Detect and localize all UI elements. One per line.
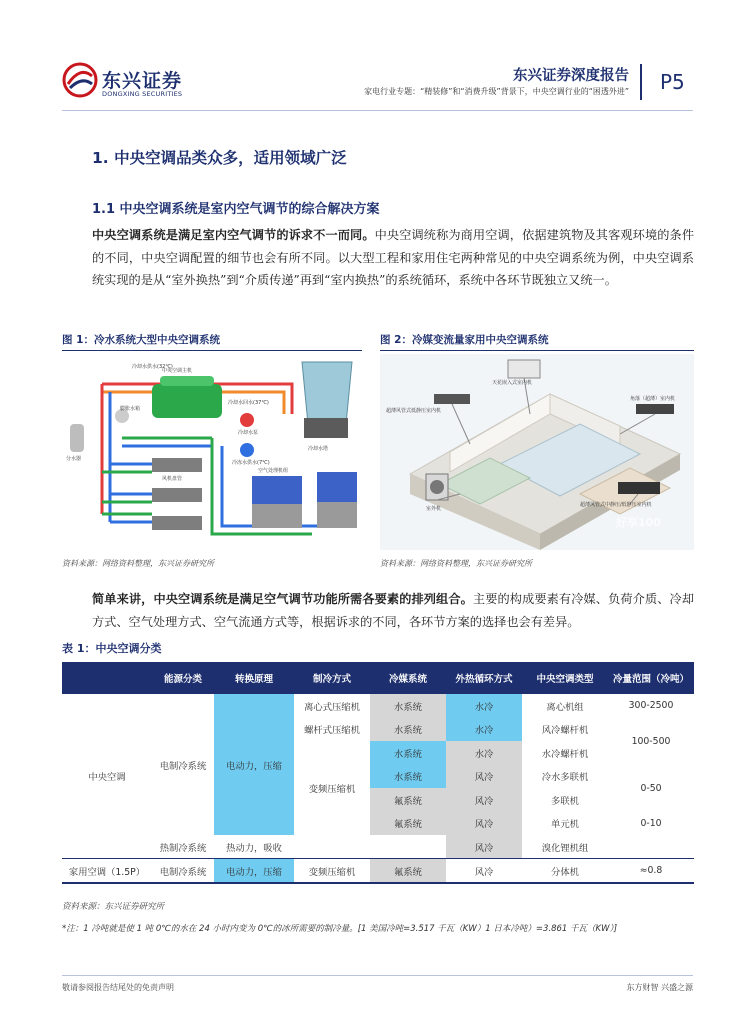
cell-method: 螺杆式压缩机 [294, 718, 370, 742]
table-header: 冷媒系统 [370, 662, 446, 694]
table-header [62, 662, 152, 694]
fig1-label-pump: 冷却水泵 [238, 430, 259, 436]
report-subtitle: 家电行业专题：“精装修”和“消费升级”背景下，中央空调行业的“困透外进” [364, 87, 629, 96]
table-header: 能源分类 [152, 662, 214, 694]
table-bottom-rule [62, 882, 694, 884]
fig1-label-chiller: 中央空调主机 [162, 368, 193, 374]
fig2-watermark: 好享100 [616, 516, 661, 529]
logo-mark-icon [62, 62, 98, 98]
table-header: 外热循环方式 [446, 662, 522, 694]
table-header-row [62, 662, 694, 694]
table-row [62, 835, 694, 859]
cell-medium: 水系统 [370, 765, 446, 789]
fig1-label-fcu: 风机盘管 [162, 476, 183, 482]
cell-method: 离心式压缩机 [294, 694, 370, 718]
table-header: 中央空调类型 [522, 662, 608, 694]
cell-range: ≈0.8 [608, 859, 694, 883]
figure1-rule [62, 350, 362, 351]
cell-loop: 水冷 [446, 694, 522, 718]
section-heading: 1. 中央空调品类众多，适用领域广泛 [92, 149, 347, 167]
fig1-label-tank: 膨胀水箱 [120, 406, 141, 412]
cell-range: 0-50 [640, 782, 662, 794]
table-source: 资料来源：东兴证券研究所 [62, 902, 165, 912]
fig1-label-chill-supply: 冷冻水供水(7℃) [232, 460, 270, 466]
cell-category: 中央空调 [88, 772, 126, 783]
cell-loop: 风冷 [446, 859, 522, 883]
cell-medium: 水系统 [370, 694, 446, 718]
cell-type: 分体机 [522, 859, 608, 883]
paragraph-summary-lead: 简单来讲，中央空调系统是满足空气调节功能所需各要素的排列组合。 [92, 592, 473, 606]
cell-type: 溴化锂机组 [541, 842, 589, 854]
fig1-label-tower: 冷却水塔 [308, 446, 329, 452]
figure1-diagram [62, 354, 362, 550]
paragraph-intro [92, 224, 694, 292]
cell-type: 离心机组 [546, 701, 584, 713]
logo-english: DONGXING SECURITIES [102, 90, 183, 98]
cell-range [608, 835, 694, 859]
cell-type: 多联机 [551, 795, 579, 807]
table-row [62, 694, 694, 718]
paragraph-intro-body: 中央空调统称为商用空调，依据建筑物及其客观环境的条件的不同，中央空调配置的细节也会有所不同。以大型工程和家用住宅两种常见的中央空调系统为例，中央空调系统实现的是从“室外换热”到“介质传递”再到“室内换热”的系统循环，系统中各环节既独立又统一。 [92, 228, 695, 287]
figure2-caption: 图 2：冷媒变流量家用中央空调系统 [380, 334, 549, 346]
cell-range: 100-500 [631, 735, 671, 747]
cell-principle: 电动力，压缩 [214, 859, 294, 883]
cell-type: 单元机 [551, 819, 579, 831]
footer-disclaimer: 敬请参阅报告结尾处的免责声明 [62, 983, 174, 992]
cell-range: 0-10 [640, 817, 662, 829]
cell-energy: 电制冷系统 [152, 859, 214, 883]
cell-loop: 水冷 [446, 741, 522, 765]
figure2-source: 资料来源：网络资料整理，东兴证券研究所 [380, 559, 532, 568]
fig2-label-outdoor: 室外机 [426, 506, 442, 512]
cell-type: 冷水多联机 [541, 772, 589, 784]
fig2-label-duct-high: 超薄风管式中静压/低静压室内机 [580, 502, 652, 508]
table-note: *注：1 冷吨就是使 1 吨 0℃的水在 24 小时内变为 0℃的冰所需要的制冷量。[1 美国冷吨=3.517 千瓦（KW）1 日本冷吨）=3.861 千瓦（KW）] [62, 924, 618, 934]
cell-medium: 水系统 [370, 718, 446, 742]
fig1-label-storage: 分水器 [66, 456, 82, 462]
footer-slogan: 东方财智 兴盛之源 [626, 983, 693, 992]
cell-type: 风冷螺杆机 [541, 725, 589, 737]
report-title: 东兴证券深度报告 [513, 68, 629, 84]
page-number: P5 [660, 70, 685, 94]
cell-medium [370, 835, 446, 859]
cell-medium: 氟系统 [370, 859, 446, 883]
fig1-label-return: 冷却水回水(37℃) [228, 400, 269, 406]
cell-principle: 电动力，压缩 [214, 694, 294, 835]
cell-energy: 电制冷系统 [159, 760, 207, 772]
fig1-label-supply: 冷却水供水(32℃) [132, 364, 173, 370]
fig1-label-ahu: 空气处理机组 [258, 468, 289, 474]
logo-text: 东兴证券 [102, 70, 183, 92]
figure2-rule [380, 350, 694, 351]
cell-range: 300-2500 [628, 700, 674, 712]
cell-medium: 水系统 [370, 741, 446, 765]
figure1-caption: 图 1：冷水系统大型中央空调系统 [62, 334, 220, 346]
company-logo [62, 62, 192, 102]
cell-method [294, 835, 370, 859]
cell-loop: 风冷 [446, 835, 522, 859]
paragraph-intro-lead: 中央空调系统是满足室内空气调节的诉求不一而同。 [92, 228, 375, 242]
subsection-heading: 1.1 中央空调系统是室内空气调节的综合解决方案 [92, 202, 380, 217]
figure2-diagram [380, 354, 694, 550]
cell-loop: 风冷 [446, 788, 522, 812]
cell-medium: 氟系统 [370, 788, 446, 812]
cell-medium: 氟系统 [370, 812, 446, 836]
footer-rule [62, 975, 693, 976]
cell-loop: 风冷 [446, 812, 522, 836]
fig2-label-duct-low: 超薄风管式低静压室内机 [386, 408, 442, 414]
table-row [62, 859, 694, 883]
cell-loop: 水冷 [446, 718, 522, 742]
header-rule [62, 110, 693, 111]
cell-category: 家用空调（1.5P） [62, 859, 152, 883]
cell-energy: 热制冷系统 [159, 842, 207, 854]
cell-type: 水冷螺杆机 [541, 748, 589, 760]
cell-principle: 热动力，吸收 [214, 835, 294, 859]
table-header: 转换原理 [214, 662, 294, 694]
cell-method: 变频压缩机 [294, 741, 370, 835]
classification-table [62, 662, 694, 882]
header-divider [640, 64, 642, 100]
table-caption: 表 1：中央空调分类 [62, 642, 162, 655]
cell-method: 变频压缩机 [294, 859, 370, 883]
cell-loop: 风冷 [446, 765, 522, 789]
table-header: 冷量范围（冷吨） [608, 662, 694, 694]
table-header: 制冷方式 [294, 662, 370, 694]
fig2-label-ceiling: 天花嵌入式室内机 [492, 380, 533, 386]
paragraph-summary [92, 588, 694, 633]
fig2-label-duct-mid: 角落（超薄）室内机 [630, 396, 676, 402]
paragraph-summary-body: 主要的构成要素有冷媒、负荷介质、冷却方式、空气处理方式、空气流通方式等，根据诉求的不同，各环节方案的选择也会有差异。 [92, 592, 695, 629]
figure1-source: 资料来源：网络资料整理，东兴证券研究所 [62, 559, 214, 568]
